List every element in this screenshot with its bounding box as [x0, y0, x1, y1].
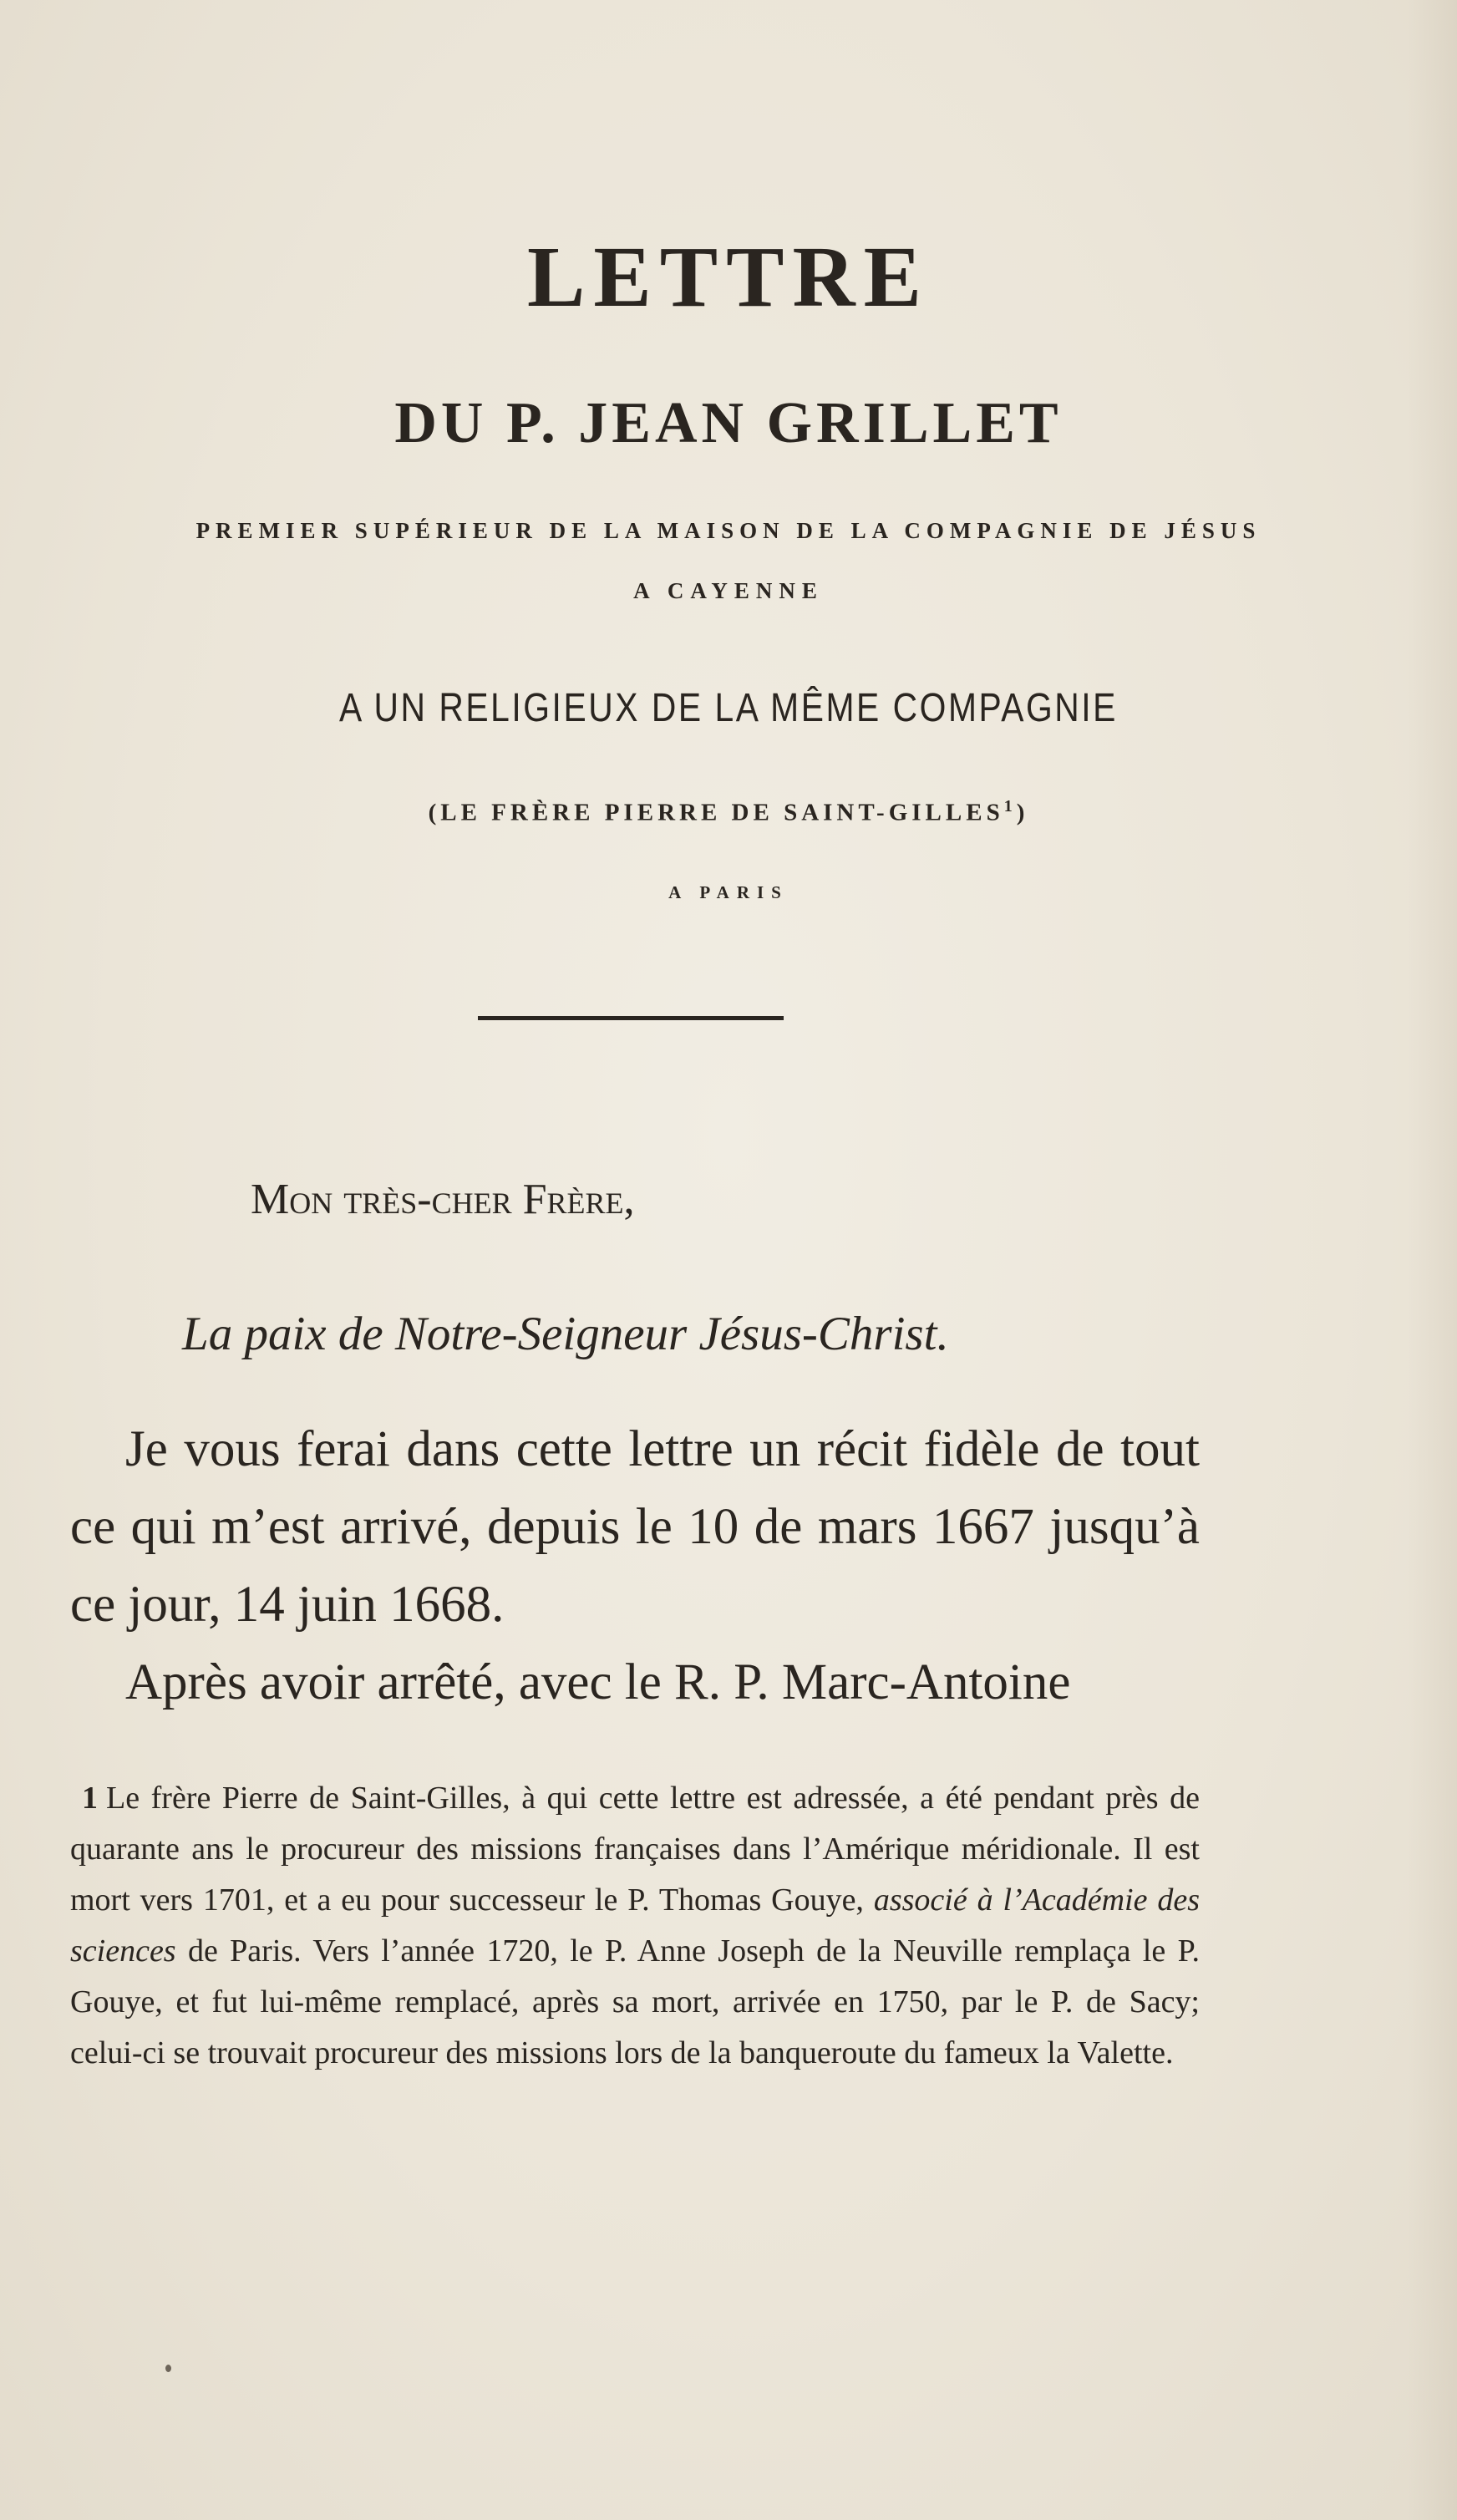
place-line: A CAYENNE: [633, 578, 824, 603]
footnote-ref: 1: [1003, 797, 1017, 815]
salutation: Mon très-cher Frère,: [251, 1176, 635, 1223]
city-line: A PARIS: [668, 882, 789, 902]
footnote-italic: associé à l’Académie des sciences: [70, 1882, 1201, 1969]
letter-body: [70, 1410, 1200, 1721]
footnote: [70, 1773, 1200, 2079]
recipient-line: A UN RELIGIEUX DE LA MÊME COMPAGNIE: [339, 686, 1118, 730]
paragraph: Après avoir arrêté, avec le R. P. Marc-Antoine: [125, 1654, 1071, 1710]
superior-line: PREMIER SUPÉRIEUR DE LA MAISON DE LA COMPAGNIE DE JÉSUS: [195, 518, 1262, 543]
page-edge-shading: [1407, 0, 1457, 2520]
footnote-number: 1: [82, 1781, 98, 1816]
footnote-text: Le frère Pierre de Saint-Gilles, à qui cette lettre est adressée, a été pendant près de quarante ans le procureur des missions françaises dans l’Amérique méridionale. Il est mort vers 1701, et a eu pour successeur le P. Thomas Gouye,: [70, 1781, 1200, 1918]
paragraph: Je vous ferai dans cette lettre un récit fidèle de tout ce qui m’est arrivé, depuis le 10 de mars 1667 jusqu’à ce jour, 14 juin 1668.: [70, 1421, 1200, 1633]
greeting: La paix de Notre-Seigneur Jésus-Christ.: [182, 1308, 949, 1360]
divider: [478, 1016, 784, 1020]
footnote-paragraph: [70, 1773, 1200, 2079]
letter-title: LETTRE: [527, 229, 930, 325]
brother-line: [0, 798, 1457, 826]
ink-speck: [165, 2365, 171, 2372]
footnote-text-end: de Paris. Vers l’année 1720, le P. Anne Joseph de la Neuville remplaça le P. Gouye, et fut lui-même remplacé, après sa mort, arrivée en 1750, par le P. de Sacy; celui-ci se trouvait procureur des missions lors de la banqueroute du fameux la Valette.: [70, 1933, 1200, 2070]
brother-name: (LE FRÈRE PIERRE DE SAINT-GILLES: [428, 799, 1004, 826]
author-line: DU P. JEAN GRILLET: [394, 391, 1063, 455]
brother-close: ): [1016, 799, 1029, 826]
